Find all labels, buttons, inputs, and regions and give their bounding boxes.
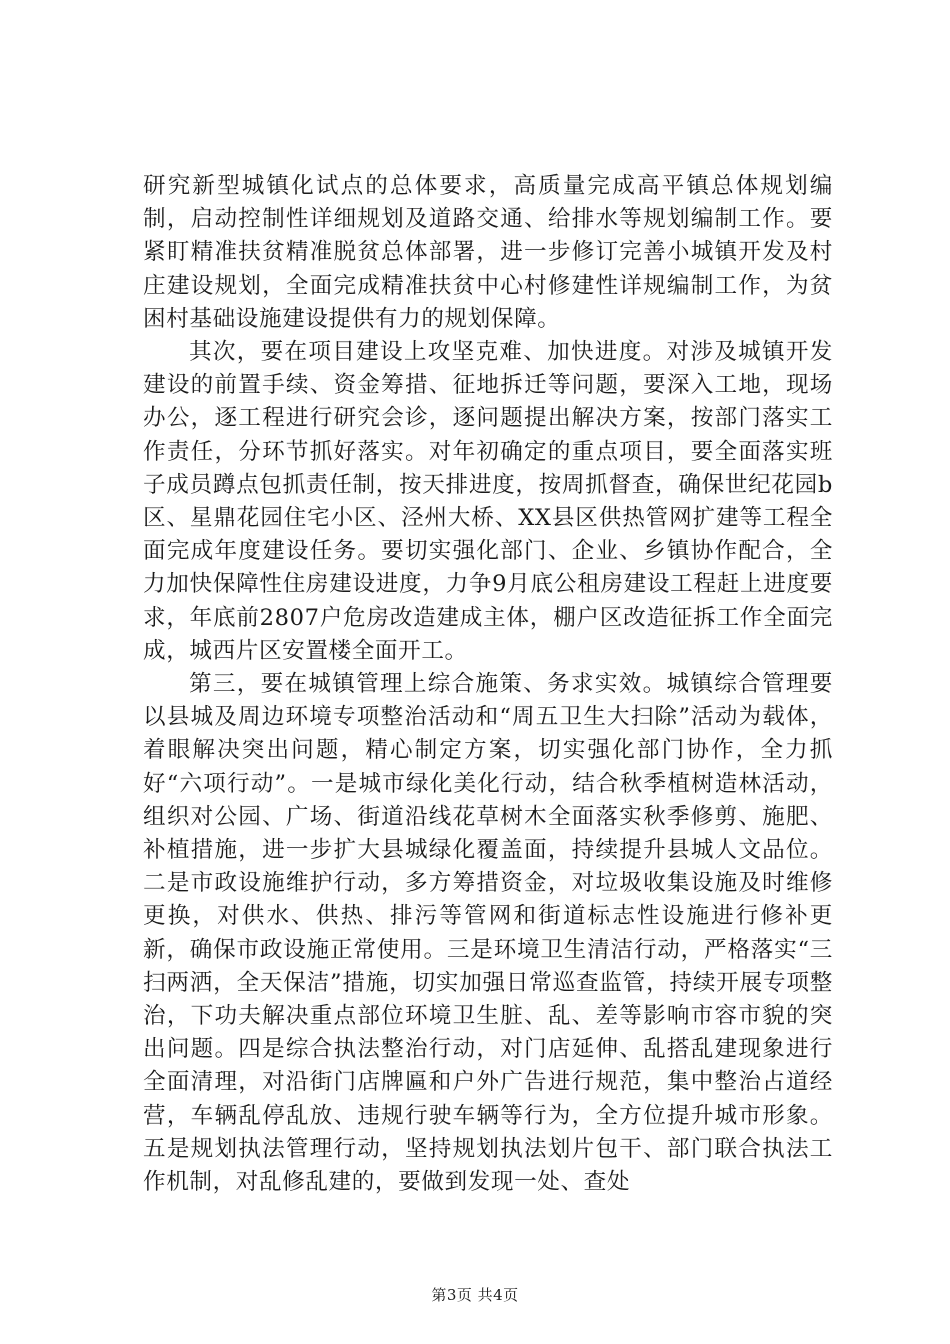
paragraph-continued: 研究新型城镇化试点的总体要求，高质量完成高平镇总体规划编制，启动控制性详细规划及道路交通、给排水等规划编制工作。要紧盯精准扶贫精准脱贫总体部署，进一步修订完善小城镇开发及村庄建设规划，全面完成精准扶贫中心村修建性详规编制工作，为贫困村基础设施建设提供有力的规划保障。: [143, 173, 833, 332]
paragraph-secondly: 其次，要在项目建设上攻坚克难、加快进度。对涉及城镇开发建设的前置手续、资金筹措、征地拆迁等问题，要深入工地，现场办公，逐工程进行研究会诊，逐问题提出解决方案，按部门落实工作责任，分环节抓好落实。对年初确定的重点项目，要全面落实班子成员蹲点包抓责任制，按天排进度，按周抓督查，确保世纪花园b区、星鼎花园住宅小区、泾州大桥、XX县区供热管网扩建等工程全面完成年度建设任务。要切实强化部门、企业、乡镇协作配合，全力加快保障性住房建设进度，力争9月底公租房建设工程赶上进度要求，年底前2807户危房改造建成主体，棚户区改造征拆工作全面完成，城西片区安置楼全面开工。: [143, 339, 833, 664]
page-footer: 第3页 共4页: [431, 1286, 519, 1304]
paragraph-thirdly: 第三，要在城镇管理上综合施策、务求实效。城镇综合管理要以县城及周边环境专项整治活动和“周五卫生大扫除”活动为载体，着眼解决突出问题，精心制定方案，切实强化部门协作，全力抓好“六项行动”。一是城市绿化美化行动，结合秋季植树造林活动，组织对公园、广场、街道沿线花草树木全面落实秋季修剪、施肥、补植措施，进一步扩大县城绿化覆盖面，持续提升县城人文品位。二是市政设施维护行动，多方筹措资金，对垃圾收集设施及时维修更换，对供水、供热、排污等管网和街道标志性设施进行修补更新，确保市政设施正常使用。三是环境卫生清洁行动，严格落实“三扫两洒，全天保洁”措施，切实加强日常巡查监管，持续开展专项整治，下功夫解决重点部位环境卫生脏、乱、差等影响市容市貌的突出问题。四是综合执法整治行动，对门店延伸、乱搭乱建现象进行全面清理，对沿街门店牌匾和户外广告进行规范，集中整治占道经营，车辆乱停乱放、违规行驶车辆等行为，全方位提升城市形象。五是规划执法管理行动，坚持规划执法划片包干、部门联合执法工作机制，对乱修乱建的，要做到发现一处、查处: [143, 671, 833, 1196]
document-body: [143, 170, 833, 1199]
